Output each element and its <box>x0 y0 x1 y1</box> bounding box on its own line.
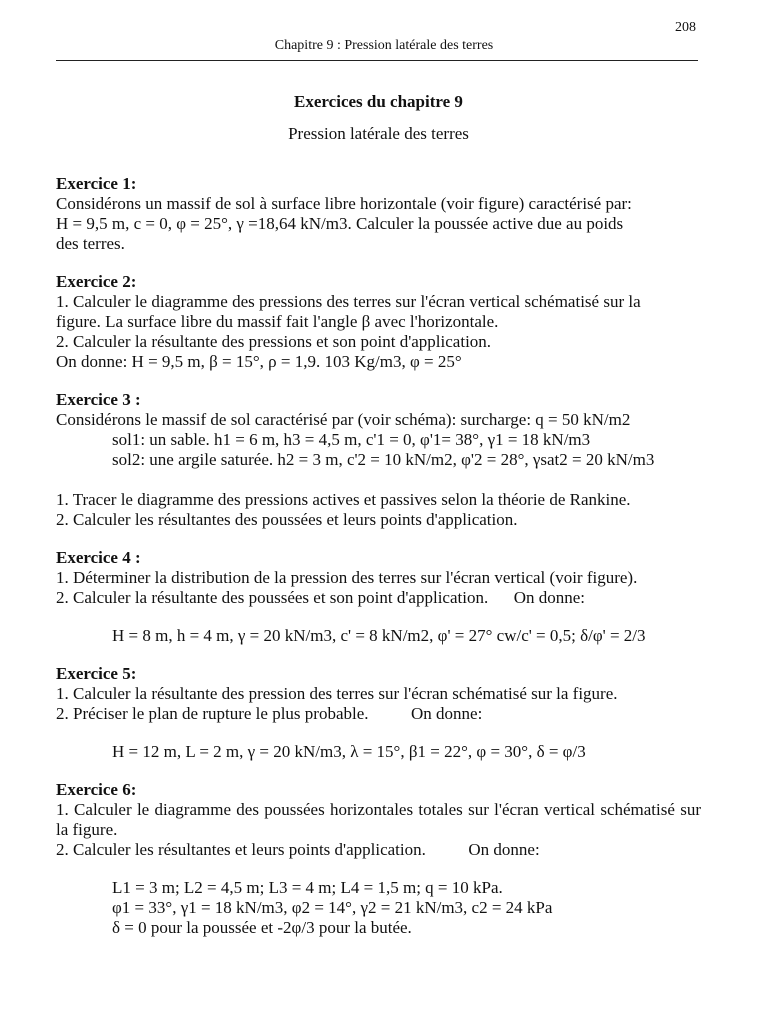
document-title: Exercices du chapitre 9 <box>294 92 463 111</box>
exercise-line: 1. Calculer le diagramme des poussées horizontales totales sur l'écran vertical schématisé sur la figure. <box>56 800 701 839</box>
exercise-line: 1. Tracer le diagramme des pressions actives et passives selon la théorie de Rankine. <box>56 490 631 509</box>
exercise-line: 2. Préciser le plan de rupture le plus probable. On donne: <box>56 704 483 723</box>
exercise-line: 2. Calculer la résultante des pressions et son point d'application. <box>56 332 492 351</box>
exercise-formula: H = 8 m, h = 4 m, γ = 20 kN/m3, c' = 8 kN/m2, φ' = 27° cw/c' = 0,5; δ/φ' = 2/3 <box>112 626 646 645</box>
document-subtitle: Pression latérale des terres <box>288 124 469 143</box>
exercise-title: Exercice 4 : <box>56 548 141 567</box>
exercise-line: H = 9,5 m, c = 0, φ = 25°, γ =18,64 kN/m3. Calculer la poussée active due au poids <box>56 214 624 233</box>
exercise-formula: H = 12 m, L = 2 m, γ = 20 kN/m3, λ = 15°, β1 = 22°, φ = 30°, δ = φ/3 <box>112 742 586 761</box>
exercise-3 <box>56 390 701 530</box>
exercise-title: Exercice 1: <box>56 174 137 193</box>
exercise-2 <box>56 272 701 372</box>
exercise-line: 1. Calculer la résultante des pression des terres sur l'écran schématisé sur la figure. <box>56 684 618 703</box>
exercise-5 <box>56 664 701 762</box>
exercise-line: 1. Déterminer la distribution de la pression des terres sur l'écran vertical (voir figure). <box>56 568 638 587</box>
page-number: 208 <box>675 20 696 35</box>
exercise-1 <box>56 174 701 254</box>
page-content <box>56 92 701 938</box>
exercise-title: Exercice 3 : <box>56 390 141 409</box>
exercise-line: figure. La surface libre du massif fait l'angle β avec l'horizontale. <box>56 312 499 331</box>
exercise-line: Considérons le massif de sol caractérisé par (voir schéma): surcharge: q = 50 kN/m2 <box>56 410 631 429</box>
exercise-formula: φ1 = 33°, γ1 = 18 kN/m3, φ2 = 14°, γ2 = 21 kN/m3, c2 = 24 kPa <box>112 898 553 917</box>
exercise-line: sol2: une argile saturée. h2 = 3 m, c'2 = 10 kN/m2, φ'2 = 28°, γsat2 = 20 kN/m3 <box>112 450 655 469</box>
exercise-4 <box>56 548 701 646</box>
exercise-6 <box>56 780 701 938</box>
running-header: Chapitre 9 : Pression latérale des terres <box>274 38 494 53</box>
exercise-line: On donne: H = 9,5 m, β = 15°, ρ = 1,9. 103 Kg/m3, φ = 25° <box>56 352 462 371</box>
exercise-line: 2. Calculer la résultante des poussées et son point d'application. On donne: <box>56 588 586 607</box>
exercise-title: Exercice 6: <box>56 780 137 799</box>
exercise-title: Exercice 5: <box>56 664 137 683</box>
exercise-line: 2. Calculer les résultantes des poussées et leurs points d'application. <box>56 510 518 529</box>
exercise-formula: δ = 0 pour la poussée et -2φ/3 pour la butée. <box>112 918 412 937</box>
exercise-line: des terres. <box>56 234 125 253</box>
exercise-formula: L1 = 3 m; L2 = 4,5 m; L3 = 4 m; L4 = 1,5 m; q = 10 kPa. <box>112 878 503 897</box>
exercise-line: Considérons un massif de sol à surface libre horizontale (voir figure) caractérisé par: <box>56 194 632 213</box>
exercise-line <box>56 470 701 490</box>
exercise-line: sol1: un sable. h1 = 6 m, h3 = 4,5 m, c'1 = 0, φ'1= 38°, γ1 = 18 kN/m3 <box>112 430 591 449</box>
exercise-line: 2. Calculer les résultantes et leurs points d'application. On donne: <box>56 840 540 859</box>
exercise-title: Exercice 2: <box>56 272 137 291</box>
exercise-line: 1. Calculer le diagramme des pressions des terres sur l'écran vertical schématisé sur la <box>56 292 641 311</box>
header-rule <box>56 60 698 61</box>
